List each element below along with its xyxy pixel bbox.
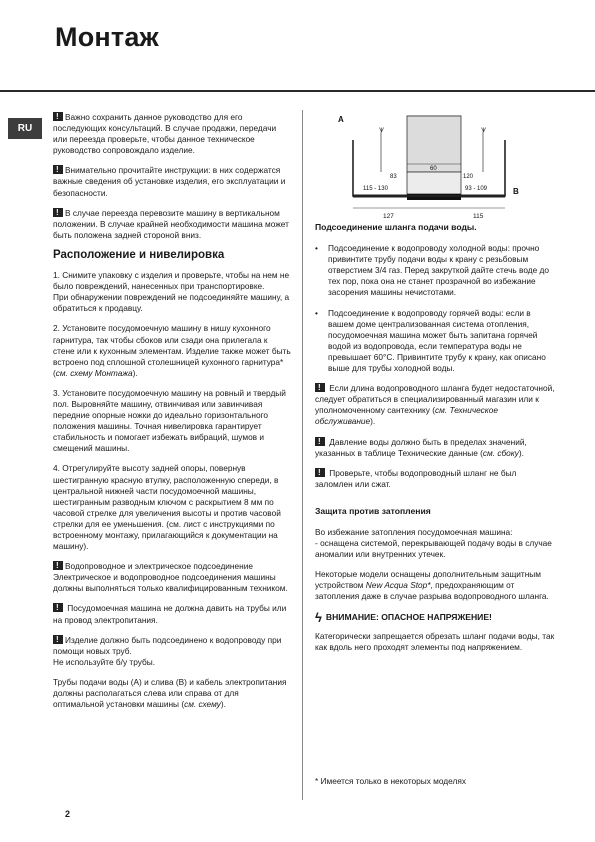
dim-60: 60 — [430, 166, 437, 172]
label-b: B — [513, 187, 519, 196]
acqua-stop-paragraph: Некоторые модели оснащены дополнительным защитным устройством New Acqua Stop*, предохраняющим от затопления даже в случае разрыва водопроводного шланга. — [315, 569, 549, 602]
installation-diagram — [335, 112, 525, 220]
new-pipes-warning: !Изделие должно быть подсоединено к водопроводу при помощи новых труб. Не используйте б/у трубы. — [53, 635, 291, 668]
intro-paragraph: !Важно сохранить данное руководство для его последующих консультаций. В случае продажи, передачи или переезда проверьте, чтобы данное техническое руководство сопровождало изделие. — [53, 112, 291, 156]
hose-heading: Подсоединение шланга подачи воды. — [315, 222, 477, 232]
intro-paragraph: !Внимательно прочитайте инструкции: в них содержатся важные сведения об установке изделия, его эксплуатации и безопасности. — [53, 165, 291, 198]
step-3: 3. Установите посудомоечную машину на ровный и твердый пол. Выровняйте машину, отвинчивая или завинчивая передние опорные ножки до идеально горизонтального положения машины. Точная нивелировка гарантирует стабильность и помогает избежать вибраций, шумов и смещений машины. — [53, 387, 286, 454]
warning-icon — [53, 208, 63, 217]
pipes-placement: Трубы подачи воды (А) и слива (В) и кабель электропитания должны располагаться слева или справа от для оптимальной установки машины (см. схему). — [53, 676, 287, 710]
flood-paragraph: Во избежание затопления посудомоечная машина: - оснащена системой, перекрывающей подачу воды в случае аномалии или внутренних утечек. — [315, 526, 552, 560]
header-rule — [0, 90, 595, 92]
warning-icon — [53, 635, 63, 644]
dim-93-109: 93 - 109 — [465, 186, 488, 192]
column-divider — [302, 110, 303, 800]
leveling-heading: Расположение и нивелировка — [53, 248, 225, 261]
warning-icon — [53, 561, 63, 570]
dim-83: 83 — [390, 174, 397, 180]
language-badge: RU — [8, 118, 42, 139]
page-title: Монтаж — [55, 22, 159, 52]
voltage-paragraph: Категорически запрещается обрезать шланг подачи воды, так как вдоль него проходят элементы под напряжением. — [315, 630, 555, 652]
step-4: 4. Отрегулируйте высоту задней опоры, повернув шестигранную красную втулку, расположенную спереди, в центральной нижней части посудомоечной машины, шестигранным разводным ключом с раскрытием 8 мм по часовой стрелке для увеличения высоты и против часовой стрелки для ее уменьшения. (см. лист с инструкциями по встроенному монтажу, прилагающийся к документации на машину). — [53, 463, 281, 552]
flood-heading: Защита против затопления — [315, 505, 431, 516]
hose-length-warning: ! Если длина водопроводного шланга будет недостаточной, следует обратиться в специализированный магазин или к уполномоченному сантехнику (см. Техническое обслуживание). — [315, 383, 555, 427]
dim-115-130: 115 - 130 — [363, 186, 388, 192]
voltage-alert: ϟВНИМАНИЕ: ОПАСНОЕ НАПРЯЖЕНИЕ! — [315, 609, 492, 625]
warning-icon — [53, 112, 63, 121]
warning-icon — [315, 437, 325, 446]
faucet-icon: ⩛ — [481, 124, 487, 134]
page-number: 2 — [65, 809, 71, 819]
dim-127: 127 — [383, 213, 394, 220]
label-a: A — [338, 115, 344, 124]
lightning-icon: ϟ — [315, 609, 322, 625]
water-pressure-warning: ! Давление воды должно быть в пределах значений, указанных в таблице Технические данные (см. сбоку). — [315, 437, 555, 459]
dishwasher-shape — [407, 116, 461, 172]
dim-120: 120 — [463, 174, 474, 180]
connection-warning: !Водопроводное и электрическое подсоединение Электрическое и водопроводное подсоединения машины должны выполняться только квалифицированным техником. — [53, 561, 291, 594]
left-column — [53, 112, 291, 719]
footnote: * Имеется только в некоторых моделях — [315, 776, 466, 786]
kink-warning: ! Проверьте, чтобы водопроводный шланг не был заломлен или сжат. — [315, 468, 555, 490]
list-item: • Подсоединение к водопроводу холодной воды: прочно привинтите трубу подачи воды к крану с резьбовым отверстием 3/4 газ. Перед закруткой дайте стечь воде до тех пор, пока она не станет прозрачной во избежание засорения машины нечистотами. — [315, 243, 555, 298]
right-column — [315, 222, 555, 662]
warning-icon — [315, 383, 325, 392]
faucet-icon: ⩛ — [379, 124, 385, 134]
warning-icon — [53, 603, 63, 612]
dim-115: 115 — [473, 213, 484, 220]
step-2: 2. Установите посудомоечную машину в нишу кухонного гарнитура, так чтобы сбоков или сзади она прилегала к стене или к кухонным элементам. Изделие также может быть встроено под сплошной столешницей кухонного гарнитура* (см. схему Монтажа). — [53, 323, 291, 378]
step-1: 1. Снимите упаковку с изделия и проверьте, чтобы на нем не было повреждений, нанесенных при транспортировке. При обнаружении повреждений не подсоединяйте машину, а обратиться к продавцу. — [53, 270, 290, 314]
warning-icon — [53, 165, 63, 174]
intro-paragraph: !В случае переезда перевозите машину в вертикальном положении. В случае крайней необходимости машина может быть положена задней стороной вниз. — [53, 208, 291, 241]
list-item: • Подсоединение к водопроводу горячей воды: если в вашем доме централизованная система отопления, посудомоечная машина может быть запитана горячей водой из водопровода, если температура воды не превышает 60°С. Привинтите трубу к крану, как описано выше для трубы холодной воды. — [315, 308, 555, 375]
warning-icon — [315, 468, 325, 477]
pressure-warning: ! Посудомоечная машина не должна давить на трубы или на провод электропитания. — [53, 603, 291, 625]
